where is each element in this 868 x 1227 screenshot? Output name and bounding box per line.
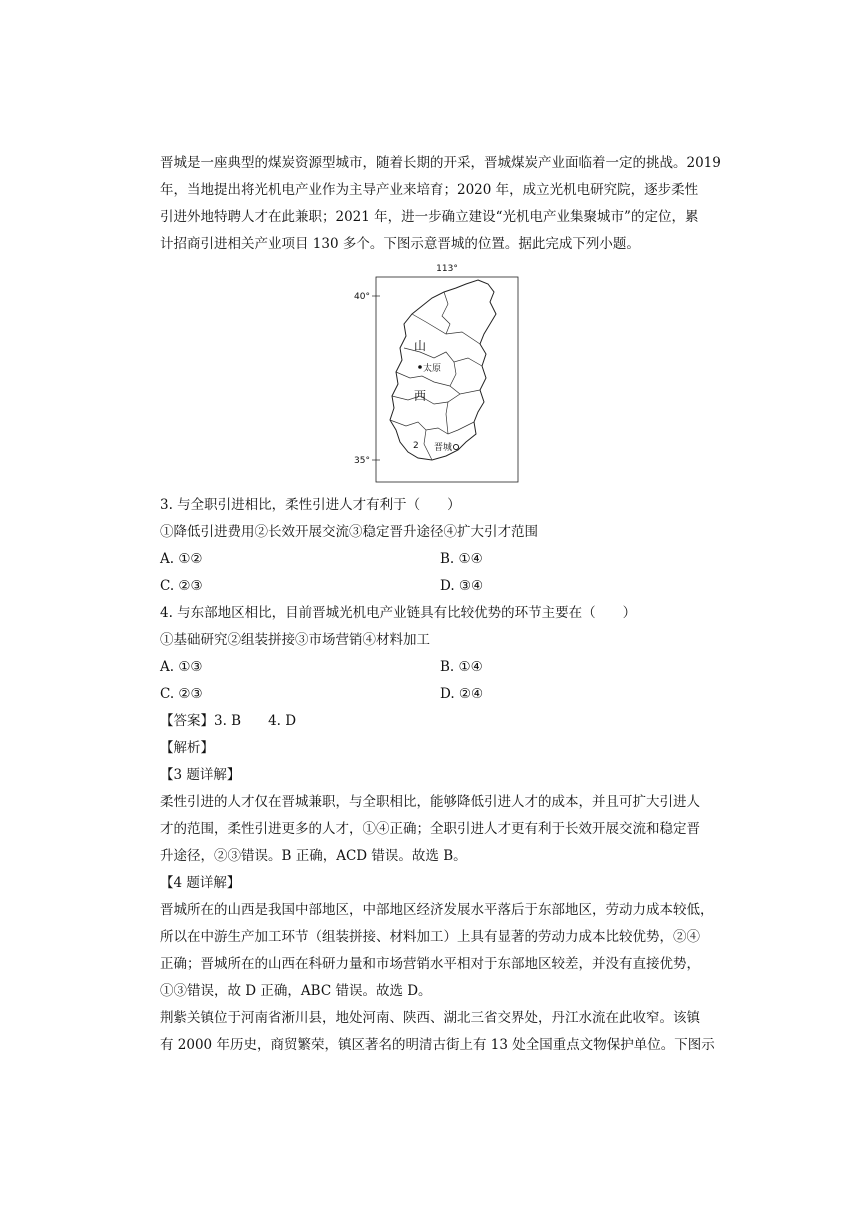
city-taiyuan-label: 太原 xyxy=(423,364,442,374)
province-char-xi: 西 xyxy=(414,389,427,403)
q4-option-a[interactable]: A. ①③ xyxy=(160,659,203,675)
q4-items: ①基础研究②组装拼接③市场营销④材料加工 xyxy=(160,632,430,648)
boundary-7 xyxy=(390,420,474,434)
region-mark: 2 xyxy=(413,441,419,451)
q3-detail-line-1: 柔性引进的人才仅在晋城兼职，与全职相比，能够降低引进人才的成本，并且可扩大引进人 xyxy=(160,794,700,810)
shanxi-location-map xyxy=(350,262,520,486)
province-outline xyxy=(390,280,496,460)
next-passage-line-2: 有 2000 年历史，商贸繁荣，镇区著名的明清古街上有 13 处全国重点文物保护单位。下图示 xyxy=(160,1037,715,1053)
intro-line-2: 年，当地提出将光机电产业作为主导产业来培育；2020 年，成立光机电研究院，逐步柔性 xyxy=(160,182,699,198)
boundary-1 xyxy=(442,292,450,334)
q4-option-d[interactable]: D. ②④ xyxy=(440,686,484,702)
boundary-4 xyxy=(450,362,480,394)
q4-stem: 4. 与东部地区相比，目前晋城光机电产业链具有比较优势的环节主要在（ ） xyxy=(160,605,637,621)
q3-option-c[interactable]: C. ②③ xyxy=(160,578,203,594)
taiyuan-dot xyxy=(418,365,422,369)
answer-label: 【答案】3. B 4. D xyxy=(160,713,297,729)
longitude-label: 113° xyxy=(436,264,458,274)
province-char-shan: 山 xyxy=(414,339,427,353)
q4-detail-line-2: 所以在中游生产加工环节（组装拼接、材料加工）上具有显著的劳动力成本比较优势，②④ xyxy=(160,929,700,945)
city-jincheng-label: 晋城 xyxy=(434,443,453,453)
map-svg xyxy=(350,262,520,486)
intro-line-1: 晋城是一座典型的煤炭资源型城市，随着长期的开采，晋城煤炭产业面临着一定的挑战。2019 xyxy=(160,155,721,171)
q3-items: ①降低引进费用②长效开展交流③稳定晋升途径④扩大引才范围 xyxy=(160,524,538,540)
jincheng-marker xyxy=(453,444,458,449)
q3-detail-line-2: 才的范围，柔性引进更多的人才，①④正确；全职引进人才更有利于长效开展交流和稳定晋 xyxy=(160,821,700,837)
boundary-9 xyxy=(446,402,448,434)
q3-option-a[interactable]: A. ①② xyxy=(160,551,203,567)
q3-detail-line-3: 升途径，②③错误。B 正确，ACD 错误。故选 B。 xyxy=(160,848,467,864)
q4-detail-line-3: 正确；晋城所在的山西在科研力量和市场营销水平相对于东部地区较差，并没有直接优势， xyxy=(160,956,700,972)
lat-bottom-label: 35° xyxy=(354,456,370,466)
q3-stem: 3. 与全职引进相比，柔性引进人才有利于（ ） xyxy=(160,497,461,513)
intro-line-4: 计招商引进相关产业项目 130 多个。下图示意晋城的位置。据此完成下列小题。 xyxy=(160,236,640,252)
intro-line-3: 引进外地特聘人才在此兼职；2021 年，进一步确立建设“光机电产业集聚城市”的定位，累 xyxy=(160,209,699,225)
boundary-5 xyxy=(396,372,450,386)
q3-option-b[interactable]: B. ①④ xyxy=(440,551,483,567)
q4-option-b[interactable]: B. ①④ xyxy=(440,659,483,675)
lat-top-label: 40° xyxy=(354,292,370,302)
analysis-label: 【解析】 xyxy=(160,740,214,756)
q3-option-d[interactable]: D. ③④ xyxy=(440,578,484,594)
q4-option-c[interactable]: C. ②③ xyxy=(160,686,203,702)
q3-detail-label: 【3 题详解】 xyxy=(160,767,241,783)
q4-detail-line-4: ①③错误，故 D 正确，ABC 错误。故选 D。 xyxy=(160,983,432,999)
q4-detail-label: 【4 题详解】 xyxy=(160,875,241,891)
q4-detail-line-1: 晋城所在的山西是我国中部地区，中部地区经济发展水平落后于东部地区，劳动力成本较低， xyxy=(160,902,714,918)
next-passage-line-1: 荆紫关镇位于河南省淅川县，地处河南、陕西、湖北三省交界处，丹江水流在此收窄。该镇 xyxy=(160,1010,700,1026)
boundary-8 xyxy=(424,430,432,460)
